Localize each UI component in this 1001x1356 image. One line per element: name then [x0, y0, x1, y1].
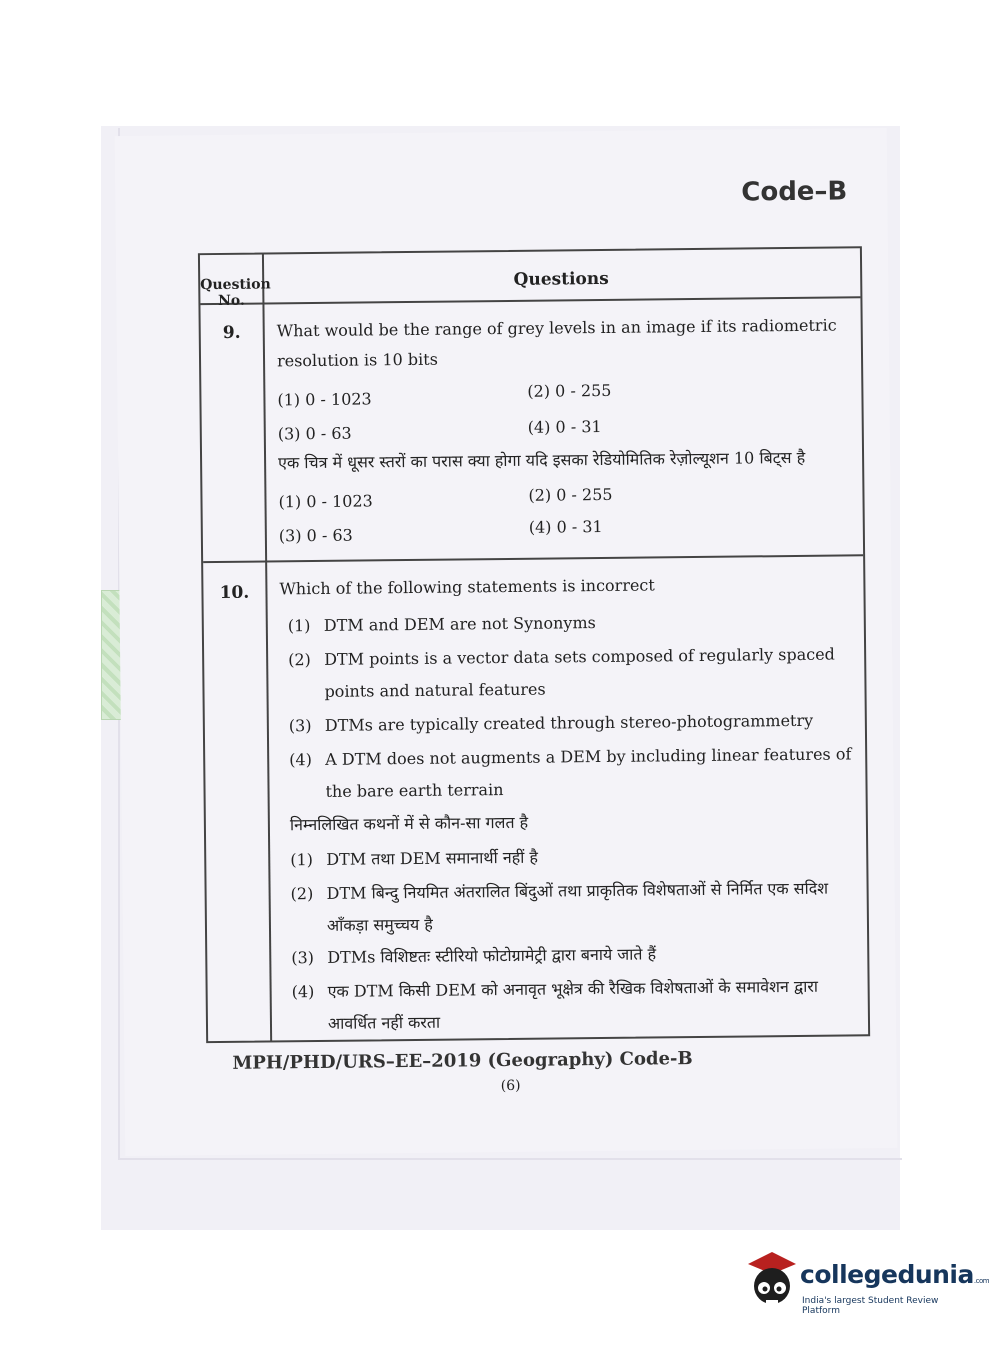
- q10-statement-en: (3) DTMs are typically created through stereo-photogrammetry: [288, 710, 814, 736]
- q9-option-en: (3) 0 - 63: [277, 423, 352, 444]
- brand-suffix: .com: [973, 1277, 990, 1285]
- question-table: [198, 246, 870, 1043]
- question-9-text-hi: एक चित्र में धूसर स्तरों का परास क्या होगा यदि इसका रेडियोमितिक रेज़ोल्यूशन 10 बिट्स है: [278, 447, 806, 473]
- brand-name: collegedunia: [800, 1260, 974, 1289]
- q10-statement-hi: (2) DTM बिन्दु नियमित अंतरालित बिंदुओं तथा प्राकृतिक विशेषताओं से निर्मित एक सदिश आँकड़ा समुच्चय है: [290, 878, 829, 935]
- question-10-text-en: Which of the following statements is incorrect: [279, 575, 655, 599]
- q9-option-en: (1) 0 - 1023: [277, 389, 372, 410]
- q9-option-en: (4) 0 - 31: [527, 416, 602, 437]
- exam-footer: MPH/PHD/URS–EE–2019 (Geography) Code-B: [232, 1048, 693, 1074]
- q9-option-hi: (4) 0 - 31: [528, 516, 603, 537]
- collegedunia-logo: [744, 1250, 990, 1320]
- q9-option-hi: (1) 0 - 1023: [278, 491, 373, 512]
- q10-statement-en: (2) DTM points is a vector data sets composed of regularly spaced points and natural features: [288, 644, 835, 701]
- question-10-number: 10.: [219, 582, 250, 603]
- q10-statement-en: (1) DTM and DEM are not Synonyms: [287, 613, 596, 636]
- q9-option-hi: (3) 0 - 63: [278, 525, 353, 546]
- page-number: (6): [500, 1077, 521, 1095]
- header-questions: Questions: [513, 268, 609, 290]
- q10-statement-hi: (3) DTMs विशिष्टतः स्टीरियो फोटोग्रामेट्री द्वारा बनाये जाते हैं: [291, 944, 657, 968]
- question-10-text-hi: निम्नलिखित कथनों में से कौन-सा गलत है: [289, 812, 529, 835]
- q9-option-en: (2) 0 - 255: [527, 380, 612, 401]
- header-question-no: Question No.: [200, 276, 271, 309]
- q10-statement-en: (4) A DTM does not augments a DEM by including linear features of the bare earth terrain: [289, 744, 852, 801]
- q10-statement-hi: (1) DTM तथा DEM समानार्थी नहीं है: [290, 847, 538, 870]
- brand-tagline: India's largest Student Review Platform: [802, 1296, 939, 1316]
- question-9-number: 9.: [222, 322, 241, 343]
- question-9-text-en: What would be the range of grey levels in an image if its radiometric resolution is 10 bits: [276, 315, 837, 371]
- exam-page: [115, 128, 898, 1156]
- code-label: Code–B: [741, 176, 848, 208]
- mascot-icon: [744, 1250, 800, 1314]
- q10-statement-hi: (4) एक DTM किसी DEM को अनावृत भूक्षेत्र की रैखिक विशेषताओं के समावेशन द्वारा आवर्धित नहीं करता: [291, 976, 819, 1033]
- q9-option-hi: (2) 0 - 255: [528, 484, 613, 505]
